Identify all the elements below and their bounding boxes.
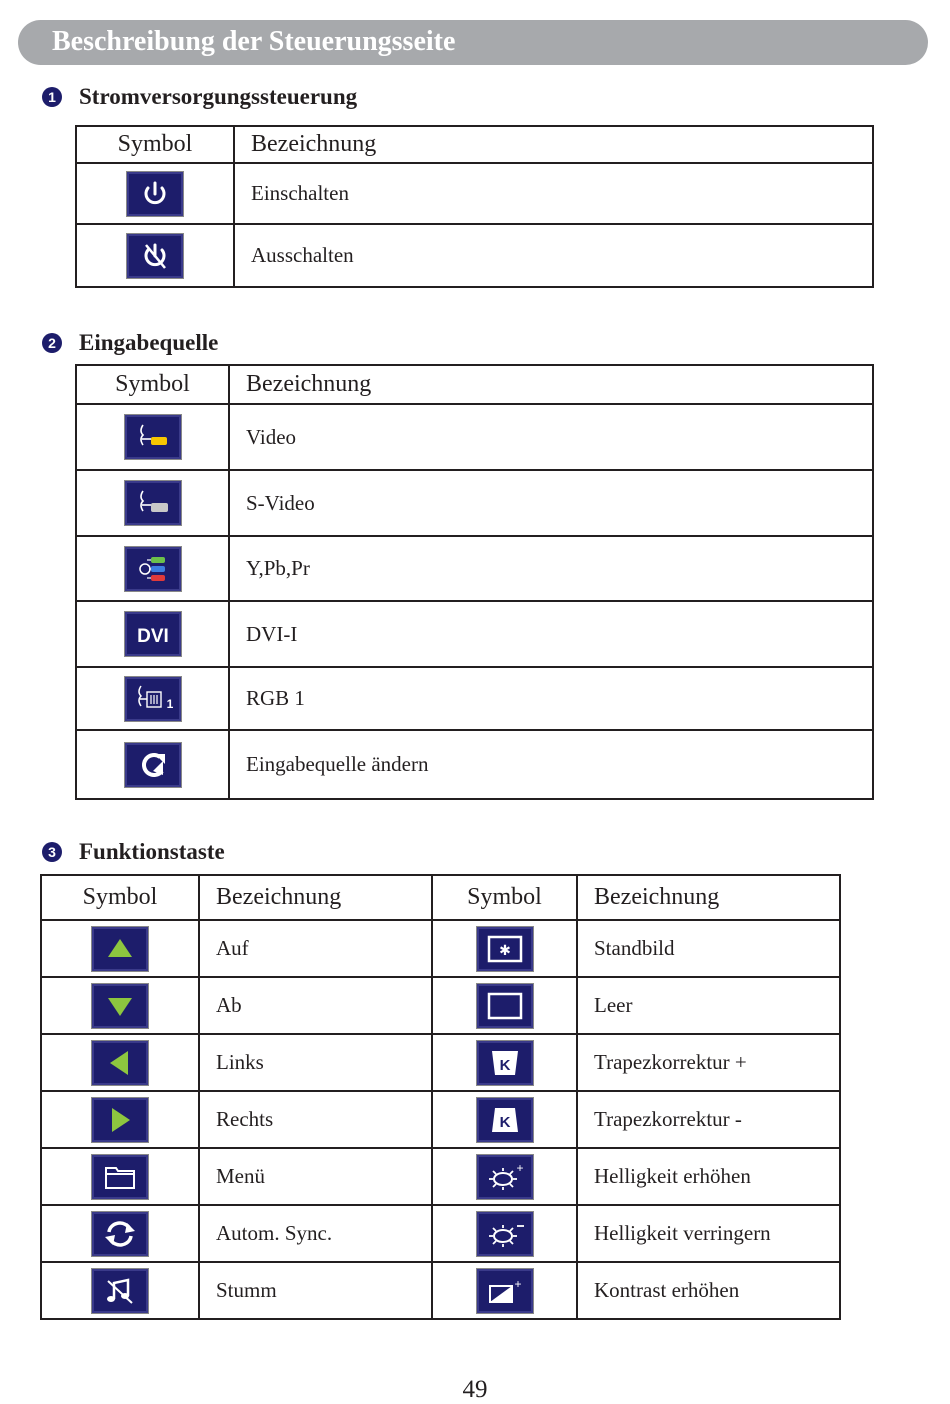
table-row (76, 224, 873, 287)
row-label: Eingabequelle ändern (229, 730, 873, 799)
freeze-icon (477, 927, 533, 971)
brightness-down-icon (477, 1212, 533, 1256)
table-row (76, 404, 873, 470)
svg-text:+: + (513, 1276, 522, 1291)
svg-text:+: + (515, 1160, 524, 1175)
section-title: Funktionstaste (79, 839, 225, 864)
table-row (41, 1262, 840, 1319)
table-row (41, 1034, 840, 1091)
table-row (41, 1205, 840, 1262)
row-label: Einschalten (234, 163, 873, 224)
rgb-icon (125, 677, 181, 721)
row-label: Stumm (199, 1262, 432, 1319)
row-label: Leer (577, 977, 840, 1034)
input-source-table (75, 364, 874, 800)
column-header-symbol: Symbol (76, 126, 234, 163)
arrow-left-icon (92, 1041, 148, 1085)
power-table (75, 125, 874, 288)
brightness-up-icon (477, 1155, 533, 1199)
row-label: Standbild (577, 920, 840, 977)
section-function-header (42, 837, 225, 867)
row-label: Helligkeit erhöhen (577, 1148, 840, 1205)
row-label: Helligkeit verringern (577, 1205, 840, 1262)
column-header-name: Bezeichnung (577, 875, 840, 920)
section-number-badge: 1 (42, 87, 62, 107)
column-header-name: Bezeichnung (234, 126, 873, 163)
row-label: Ab (199, 977, 432, 1034)
table-row (41, 1148, 840, 1205)
row-label: DVI-I (229, 601, 873, 667)
contrast-up-icon (477, 1269, 533, 1313)
section-power-header (42, 82, 357, 112)
table-header-row (76, 365, 873, 404)
dvi-icon (125, 612, 181, 656)
row-label: Trapezkorrektur + (577, 1034, 840, 1091)
row-label: Rechts (199, 1091, 432, 1148)
section-number-badge: 3 (42, 842, 62, 862)
column-header-symbol: Symbol (432, 875, 577, 920)
column-header-symbol: Symbol (76, 365, 229, 404)
svg-text:K: K (499, 1056, 510, 1074)
row-label: Ausschalten (234, 224, 873, 287)
row-label: Links (199, 1034, 432, 1091)
mute-icon (92, 1269, 148, 1313)
arrow-down-icon (92, 984, 148, 1028)
arrow-right-icon (92, 1098, 148, 1142)
row-label: S-Video (229, 470, 873, 536)
table-row (76, 730, 873, 799)
arrow-up-icon (92, 927, 148, 971)
row-label: Video (229, 404, 873, 470)
row-label: Kontrast erhöhen (577, 1262, 840, 1319)
video-icon (125, 415, 181, 459)
table-row (41, 977, 840, 1034)
page-number: 49 (462, 1376, 488, 1403)
row-label: Autom. Sync. (199, 1205, 432, 1262)
svg-text:✱: ✱ (498, 942, 511, 959)
page-title: Beschreibung der Steuerungsseite (52, 26, 456, 57)
table-header-row (76, 126, 873, 163)
menu-icon (92, 1155, 148, 1199)
row-label: Auf (199, 920, 432, 977)
power-on-icon (127, 172, 183, 216)
power-off-icon (127, 234, 183, 278)
component-icon (125, 547, 181, 591)
blank-icon (477, 984, 533, 1028)
s-video-icon (125, 481, 181, 525)
keystone-minus-icon (477, 1098, 533, 1142)
column-header-symbol: Symbol (41, 875, 199, 920)
row-label: Menü (199, 1148, 432, 1205)
table-row (41, 920, 840, 977)
table-header-row (41, 875, 840, 920)
svg-text:K: K (499, 1113, 510, 1131)
page-header-banner (18, 20, 928, 65)
row-label: Y,Pb,Pr (229, 536, 873, 601)
table-row (76, 667, 873, 730)
table-row (41, 1091, 840, 1148)
table-row (76, 163, 873, 224)
table-row (76, 601, 873, 667)
section-title: Stromversorgungssteuerung (79, 84, 358, 109)
dvi-icon-text: DVI (136, 626, 169, 647)
function-key-table (40, 874, 841, 1320)
auto-sync-icon (92, 1212, 148, 1256)
section-title: Eingabequelle (79, 330, 219, 355)
table-row (76, 536, 873, 601)
column-header-name: Bezeichnung (229, 365, 873, 404)
section-input-header (42, 328, 218, 358)
table-row (76, 470, 873, 536)
rgb-icon-number: 1 (166, 696, 173, 711)
row-label: Trapezkorrektur - (577, 1091, 840, 1148)
section-number-badge: 2 (42, 333, 62, 353)
source-change-icon (125, 743, 181, 787)
keystone-plus-icon (477, 1041, 533, 1085)
column-header-name: Bezeichnung (199, 875, 432, 920)
row-label: RGB 1 (229, 667, 873, 730)
